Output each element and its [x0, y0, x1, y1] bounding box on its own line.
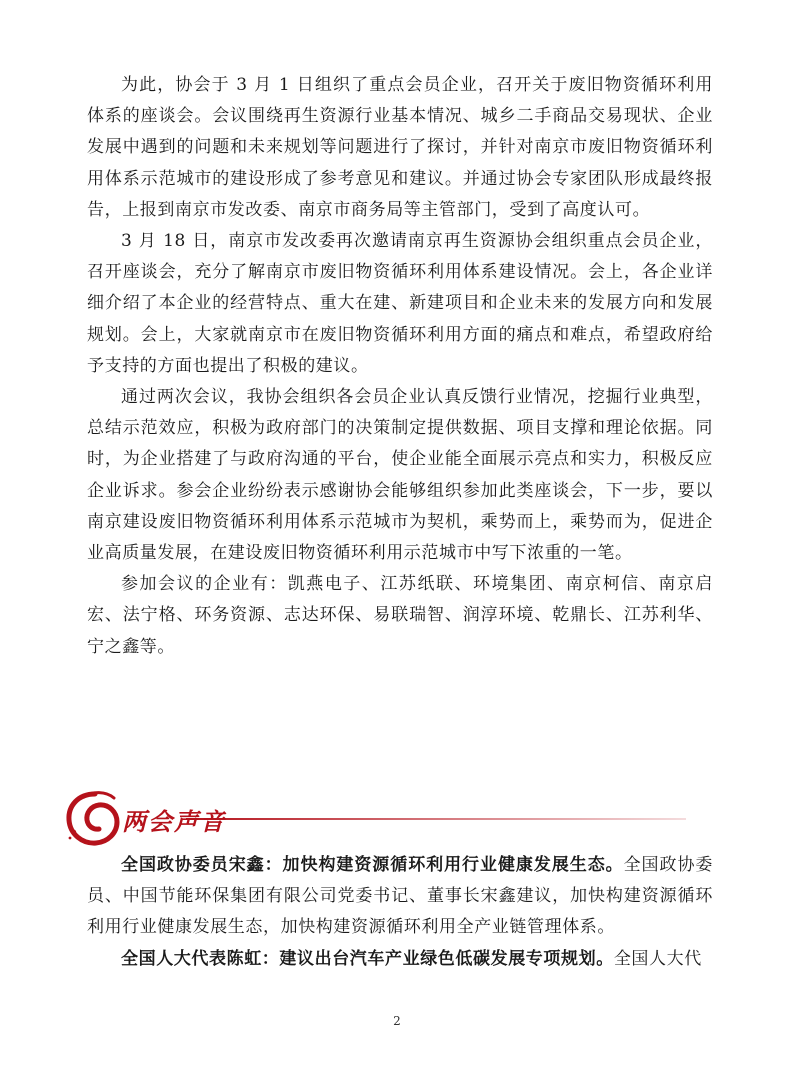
- paragraph-1: 为此，协会于 3 月 1 日组织了重点会员企业，召开关于废旧物资循环利用体系的座谈会。会议围绕再生资源行业基本情况、城乡二手商品交易现状、企业发展中遇到的问题和未来规划等问题进行了探讨，并针对南京市废旧物资循环利用体系示范城市的建设形成了参考意见和建议。并通过协会专家团队形成最终报告，上报到南京市发改委、南京市商务局等主管部门，受到了高度认可。: [87, 75, 713, 220]
- section-title: 两会声音: [122, 807, 226, 836]
- voice-item-2: [87, 944, 713, 975]
- voice-lead-1: 全国政协委员宋鑫：加快构建资源循环利用行业健康发展生态。: [121, 855, 624, 875]
- paragraph-3: 通过两次会议，我协会组织各会员企业认真反馈行业情况，挖掘行业典型，总结示范效应，积极为政府部门的决策制定提供数据、项目支撑和理论依据。同时，为企业搭建了与政府沟通的平台，使企业能全面展示亮点和实力，积极反应企业诉求。参会企业纷纷表示感谢协会能够组织参加此类座谈会，下一步，要以南京建设废旧物资循环利用体系示范城市为契机，乘势而上，乘势而为，促进企业高质量发展，在建设废旧物资循环利用示范城市中写下浓重的一笔。: [87, 387, 713, 564]
- swirl-badge-icon: [62, 788, 128, 850]
- voices-body: [87, 850, 713, 975]
- article-body: [87, 70, 713, 663]
- voice-text-2: 全国人大代: [613, 948, 702, 969]
- page-number: 2: [393, 1014, 401, 1028]
- voice-lead-2: 全国人大代表陈虹：建议出台汽车产业绿色低碳发展专项规划。: [121, 948, 614, 969]
- paragraph-4: 参加会议的企业有：凯燕电子、江苏纸联、环境集团、南京柯信、南京启宏、法宁格、环务资源、志达环保、易联瑞智、润淳环境、乾鼎长、江苏利华、宁之鑫等。: [87, 574, 713, 657]
- voice-text-1: 全国政协委员、中国节能环保集团有限公司党委书记、董事长宋鑫建议，加快构建资源循环利用行业健康发展生态，加快构建资源循环利用全产业链管理体系。: [87, 855, 713, 938]
- paragraph-2: 3 月 18 日，南京市发改委再次邀请南京再生资源协会组织重点会员企业，召开座谈会，充分了解南京市废旧物资循环利用体系建设情况。会上，各企业详细介绍了本企业的经营特点、重大在建、新建项目和企业未来的发展方向和发展规划。会上，大家就南京市在废旧物资循环利用方面的痛点和难点，希望政府给予支持的方面也提出了积极的建议。: [87, 231, 713, 376]
- section-header: [62, 788, 702, 850]
- voice-item-1: [87, 850, 713, 944]
